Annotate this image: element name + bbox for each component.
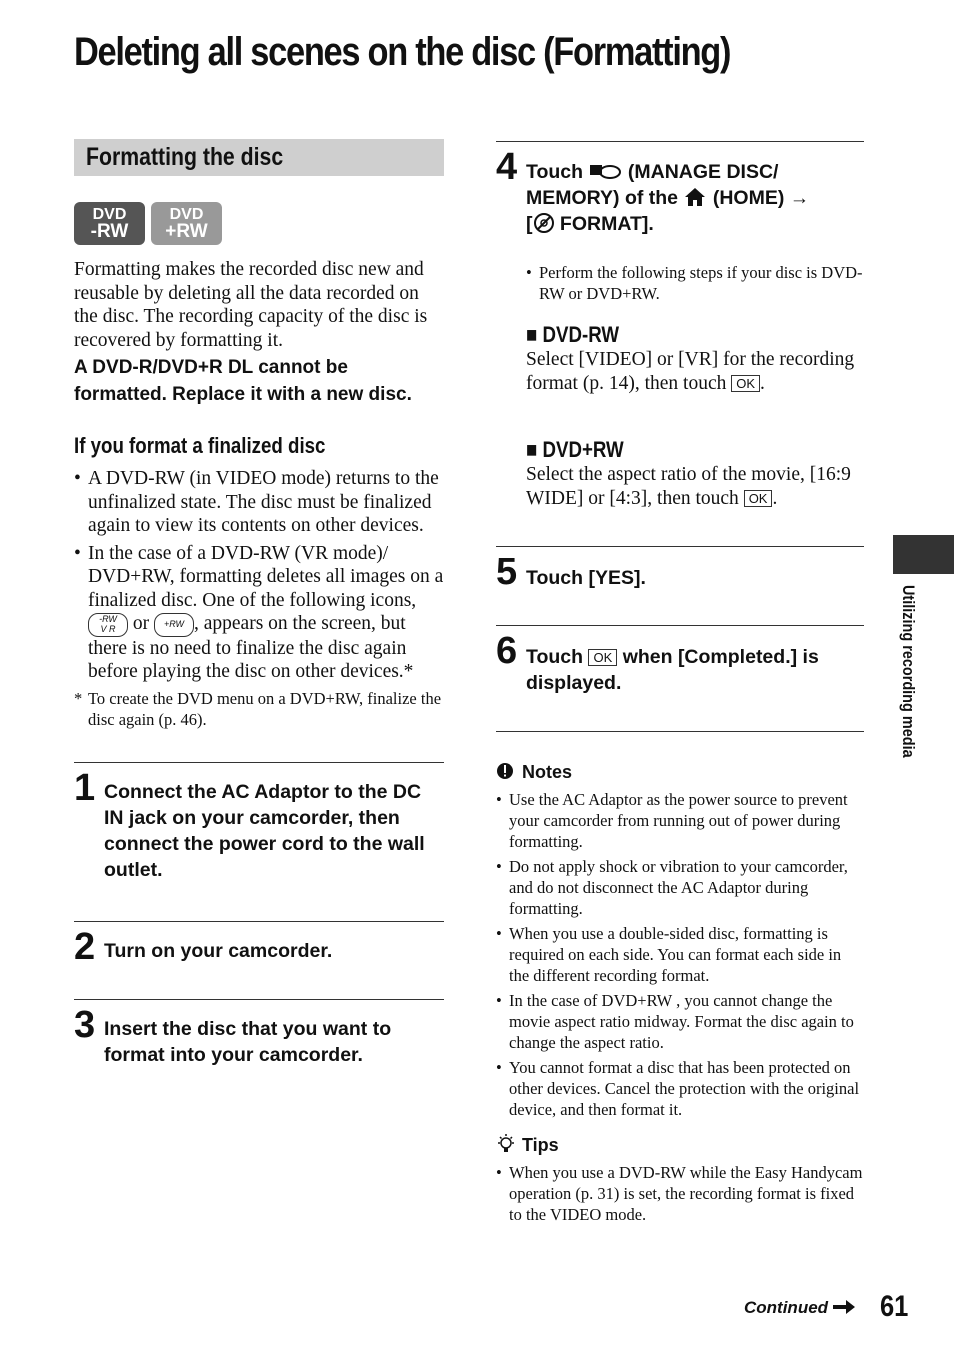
footnote bbox=[74, 688, 444, 730]
step-2 bbox=[74, 921, 444, 999]
tips-heading bbox=[496, 1134, 864, 1156]
dvd-plus-rw-icon bbox=[154, 613, 194, 637]
side-label bbox=[898, 585, 920, 805]
side-label-text: Utilizing recording media bbox=[899, 585, 918, 758]
step-1 bbox=[74, 762, 444, 921]
notes-heading bbox=[496, 762, 864, 783]
notes-list bbox=[496, 789, 864, 1120]
step-number: 5 bbox=[496, 551, 518, 593]
list-item-text: or bbox=[132, 613, 150, 634]
notes-section bbox=[496, 731, 864, 1225]
list-item-text: In the case of a DVD-RW (VR mode)/ DVD+RW, formatting deletes all images on a finalized disc. One of the following bbox=[88, 542, 444, 611]
list-item: • When you use a DVD-RW while the Easy Handycam operation (p. 31) is set, the recording format is fixed to the VIDEO mode. bbox=[496, 1162, 864, 1225]
ok-button-icon: OK bbox=[588, 649, 617, 666]
right-arrow-icon bbox=[833, 1300, 855, 1314]
lightbulb-icon bbox=[496, 1134, 516, 1154]
format-icon bbox=[533, 212, 555, 234]
side-tab-marker bbox=[893, 535, 954, 574]
step-6 bbox=[496, 625, 864, 731]
list-item: • You cannot format a disc that has been protected on other devices. Cancel the protection with the original device, and then format it. bbox=[496, 1057, 864, 1120]
page-title: Deleting all scenes on the disc (Formatting) bbox=[74, 30, 731, 74]
icon-label: +RW bbox=[163, 618, 185, 629]
step-text-part: Touch bbox=[526, 646, 584, 668]
step-number: 3 bbox=[74, 1003, 96, 1046]
list-item: • Do not apply shock or vibration to your camcorder, and do not disconnect the AC Adaptor during formatting. bbox=[496, 856, 864, 919]
list-item-text: , appears on the screen, but there is no need to finalize the disc again before playing the disc on other devices.* bbox=[88, 613, 414, 683]
mode-text-body: Select the aspect ratio of the movie, [16:9 WIDE] or [4:3], then touch bbox=[526, 464, 851, 509]
mode-text bbox=[526, 348, 861, 395]
home-icon bbox=[683, 187, 707, 207]
badge-line: DVD bbox=[169, 206, 204, 223]
left-column bbox=[74, 139, 444, 1080]
step-text: Insert the disc that you want to format into your camcorder. bbox=[104, 1017, 392, 1066]
step-text-part: (HOME) → bbox=[712, 187, 810, 209]
ok-button-icon: OK bbox=[731, 375, 760, 392]
step-number: 4 bbox=[496, 146, 518, 188]
step-text-part: [ bbox=[526, 213, 533, 235]
continued-indicator bbox=[744, 1298, 855, 1318]
badge-line: DVD bbox=[92, 206, 127, 223]
list-item: • A DVD-RW (in VIDEO mode) returns to the unfinalized state. The disc must be finalized again to view its contents on other devices. bbox=[74, 467, 444, 538]
step-number: 2 bbox=[74, 925, 96, 968]
step-4 bbox=[496, 141, 864, 546]
warning-paragraph: A DVD-R/DVD+R DL cannot be formatted. Replace it with a new disc. bbox=[74, 357, 412, 405]
list-item: • When you use a double-sided disc, formatting is required on each side. You can format each side in the different recording format. bbox=[496, 923, 864, 986]
step-text-part: when [Completed.] is displayed. bbox=[526, 646, 819, 694]
badge-line: -RW bbox=[90, 221, 129, 242]
mode-dvd-rw bbox=[526, 322, 861, 395]
step-text: Turn on your camcorder. bbox=[104, 939, 333, 962]
page-number: 61 bbox=[880, 1290, 909, 1323]
finalized-list bbox=[74, 467, 444, 684]
list-item-text: icons, bbox=[370, 589, 417, 611]
badge-line: +RW bbox=[165, 221, 208, 242]
mode-dvd-plus-rw bbox=[526, 437, 861, 510]
mode-heading: ■ DVD-RW bbox=[526, 322, 620, 347]
section-heading-bar bbox=[74, 139, 444, 176]
footnote-star: * bbox=[74, 688, 83, 708]
intro-paragraph: Formatting makes the recorded disc new and reusable by deleting all the data recorded on the disc. The recording capacity of the disc is recovered by formatting it. bbox=[74, 259, 428, 351]
tips-list bbox=[496, 1162, 864, 1225]
finalized-heading: If you format a finalized disc bbox=[74, 433, 326, 458]
icon-label: -RW bbox=[99, 613, 117, 624]
section-heading: Formatting the disc bbox=[86, 143, 284, 171]
step-text-part: Touch bbox=[526, 161, 584, 183]
mode-text-end: . bbox=[772, 487, 778, 509]
ok-button-icon: OK bbox=[744, 490, 773, 507]
mode-text-end: . bbox=[760, 372, 765, 394]
list-item bbox=[74, 542, 444, 684]
notes-icon bbox=[496, 762, 514, 780]
dvd-rw-vr-icon bbox=[88, 613, 128, 637]
dvd-plus-rw-badge bbox=[151, 202, 222, 245]
continued-text: Continued bbox=[744, 1298, 829, 1317]
step-text bbox=[526, 644, 856, 696]
step-text-part: FORMAT]. bbox=[559, 213, 654, 235]
list-item: • Perform the following steps if your disc is DVD-RW or DVD+RW. bbox=[526, 262, 869, 304]
right-column bbox=[496, 141, 864, 1229]
step-text-part: (MANAGE DISC/ MEMORY) of the bbox=[526, 161, 779, 209]
tips-heading-text: Tips bbox=[522, 1135, 559, 1155]
mode-heading: ■ DVD+RW bbox=[526, 437, 624, 462]
step-number: 6 bbox=[496, 630, 518, 672]
list-item: • In the case of DVD+RW , you cannot change the movie aspect ratio midway. Format the disc again to change the aspect ratio. bbox=[496, 990, 864, 1053]
step-5 bbox=[496, 546, 864, 625]
step-text bbox=[526, 159, 861, 237]
list-item: • Use the AC Adaptor as the power source to prevent your camcorder from running out of power during formatting. bbox=[496, 789, 864, 852]
dvd-rw-badge bbox=[74, 202, 145, 245]
disc-badges bbox=[74, 202, 444, 246]
icon-label: V R bbox=[100, 623, 116, 634]
footnote-text: To create the DVD menu on a DVD+RW, finalize the disc again (p. 46). bbox=[88, 688, 442, 729]
mode-text-body: Select [VIDEO] or [VR] for the recording format (p. 14), then touch bbox=[526, 349, 855, 394]
step-3 bbox=[74, 999, 444, 1080]
manage-disc-icon bbox=[588, 162, 622, 180]
step-text: Touch [YES]. bbox=[526, 567, 646, 589]
step-number: 1 bbox=[74, 766, 96, 809]
notes-heading-text: Notes bbox=[522, 762, 573, 782]
mode-text bbox=[526, 463, 861, 510]
step-text: Connect the AC Adaptor to the DC IN jack on your camcorder, then connect the power cord to the wall outlet. bbox=[104, 780, 425, 881]
